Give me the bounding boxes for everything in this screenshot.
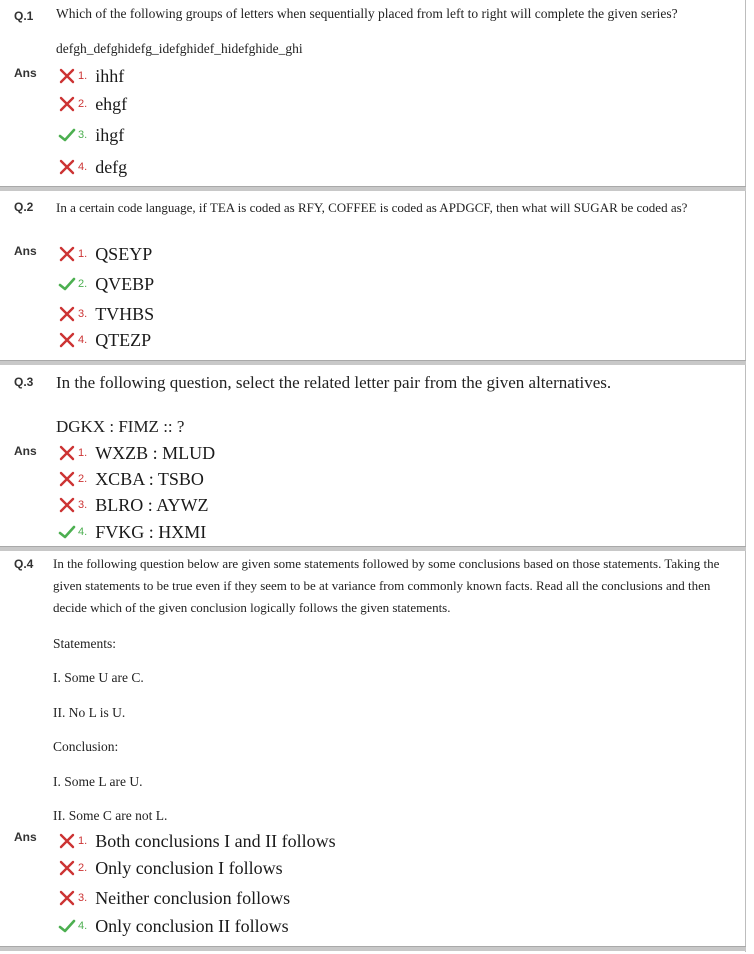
question-text: In the following question, select the related letter pair from the given alternatives. (56, 373, 612, 392)
option-number: 4. (78, 920, 88, 932)
option-number: 4. (78, 526, 88, 538)
statement-1: I. Some U are C. (53, 670, 144, 685)
question-number: Q.3 (14, 375, 34, 389)
option-2 (58, 92, 127, 116)
option-text: ihhf (95, 65, 125, 86)
option-text: QVEBP (95, 273, 155, 294)
option-4 (58, 914, 289, 938)
option-number: 2. (78, 862, 88, 874)
check-icon (58, 127, 76, 143)
conclusion-label: Conclusion: (53, 739, 119, 754)
option-4 (58, 520, 206, 544)
option-text: WXZB : MLUD (95, 442, 216, 463)
cross-icon (58, 497, 76, 513)
cross-icon (58, 159, 76, 175)
option-text: ihgf (95, 124, 125, 145)
option-4 (58, 155, 127, 179)
option-4 (58, 328, 151, 352)
question-text: In a certain code language, if TEA is coded as RFY, COFFEE is coded as APDGCF, then what will SUGAR be coded as? (56, 200, 688, 215)
cross-icon (58, 890, 76, 906)
option-number: 3. (78, 499, 88, 511)
cross-icon (58, 833, 76, 849)
cross-icon (58, 471, 76, 487)
question-number: Q.4 (14, 557, 34, 571)
check-icon (58, 524, 76, 540)
page-right-border (745, 0, 746, 952)
letter-series: defgh_defghidefg_idefghidef_hidefghide_ghi (56, 41, 303, 56)
question-separator (0, 546, 746, 551)
statements-label: Statements: (53, 636, 116, 651)
option-1 (58, 441, 215, 465)
option-text: Neither conclusion follows (95, 887, 291, 908)
option-3 (58, 886, 290, 910)
statement-2: II. No L is U. (53, 705, 126, 720)
option-text: TVHBS (95, 303, 155, 324)
cross-icon (58, 246, 76, 262)
option-3 (58, 493, 209, 517)
option-text: Only conclusion I follows (95, 857, 283, 878)
cross-icon (58, 68, 76, 84)
option-text: QSEYP (95, 243, 153, 264)
option-number: 1. (78, 248, 88, 260)
answer-label: Ans (14, 244, 37, 258)
option-number: 1. (78, 70, 88, 82)
option-3 (58, 123, 124, 147)
question-separator (0, 946, 746, 951)
option-number: 3. (78, 308, 88, 320)
cross-icon (58, 445, 76, 461)
cross-icon (58, 332, 76, 348)
check-icon (58, 918, 76, 934)
option-number: 1. (78, 447, 88, 459)
option-1 (58, 829, 336, 853)
option-3 (58, 302, 154, 326)
option-number: 3. (78, 892, 88, 904)
option-text: defg (95, 156, 128, 177)
letter-pair: DGKX : FIMZ :: ? (56, 417, 185, 436)
option-1 (58, 242, 152, 266)
question-text: Which of the following groups of letters when sequentially placed from left to right will complete the given series? (56, 6, 678, 21)
option-text: XCBA : TSBO (95, 468, 204, 489)
option-text: FVKG : HXMI (95, 521, 207, 542)
conclusion-2: II. Some C are not L. (53, 808, 168, 823)
option-2 (58, 272, 154, 296)
answer-label: Ans (14, 444, 37, 458)
option-number: 2. (78, 98, 88, 110)
option-number: 3. (78, 129, 88, 141)
option-text: ehgf (95, 93, 128, 114)
cross-icon (58, 860, 76, 876)
option-text: Both conclusions I and II follows (95, 830, 336, 851)
answer-label: Ans (14, 66, 37, 80)
option-text: Only conclusion II follows (95, 915, 289, 936)
option-number: 1. (78, 835, 88, 847)
question-separator (0, 186, 746, 191)
option-number: 2. (78, 278, 88, 290)
cross-icon (58, 306, 76, 322)
option-text: QTEZP (95, 329, 152, 350)
option-number: 4. (78, 334, 88, 346)
question-text: In the following question below are given some statements followed by some conclusions based on those statements. Taking the given statements to be true even if they seem to be at variance from commonly known facts. Read all the conclusions and then decide which of the given conclusion logically follows the given statements. (53, 556, 720, 615)
check-icon (58, 276, 76, 292)
question-number: Q.2 (14, 200, 34, 214)
option-2 (58, 467, 204, 491)
option-1 (58, 64, 124, 88)
cross-icon (58, 96, 76, 112)
option-number: 4. (78, 161, 88, 173)
answer-label: Ans (14, 830, 37, 844)
option-text: BLRO : AYWZ (95, 494, 209, 515)
option-2 (58, 856, 283, 880)
conclusion-1: I. Some L are U. (53, 774, 143, 789)
question-number: Q.1 (14, 9, 34, 23)
option-number: 2. (78, 473, 88, 485)
question-separator (0, 360, 746, 365)
